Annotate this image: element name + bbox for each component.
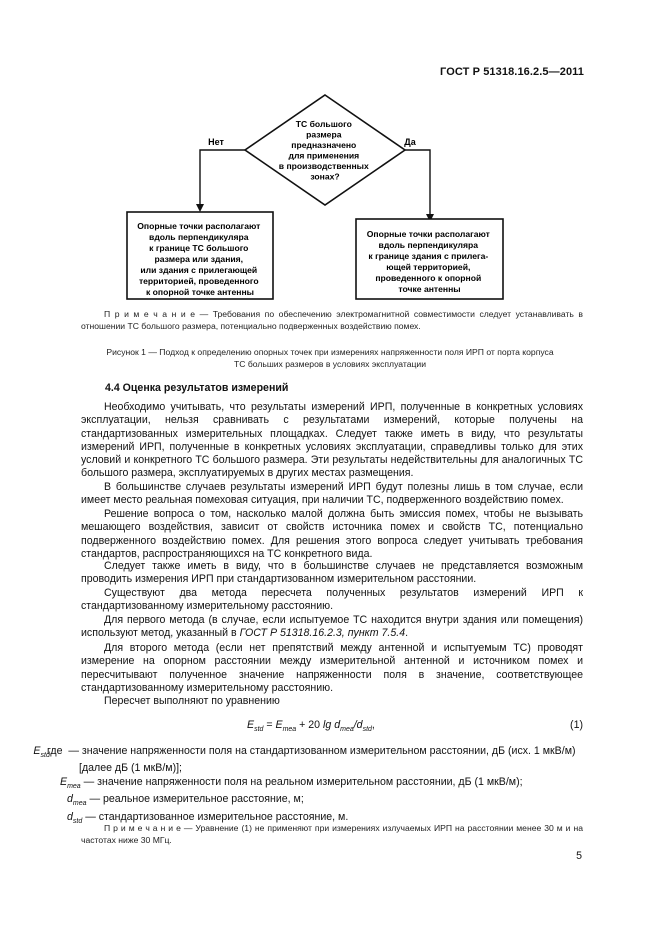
- decision-line: для применения: [288, 150, 360, 161]
- definition-item: [47, 793, 583, 810]
- left-box-line: территорией, проведенного: [138, 276, 259, 286]
- right-box-line: вдоль перпендикуляра: [378, 240, 479, 250]
- no-connector: [200, 150, 245, 207]
- yes-connector: [405, 150, 430, 218]
- definition-text: — значение напряженности поля на реальном измерительном расстоянии, дБ (1 мкВ/м);: [80, 775, 523, 788]
- paragraph: Решение вопроса о том, насколько малой должна быть эмиссия помех, чтобы не вызывать мешающего воздействия, зависит от свойств источника помех и свойств ТС, потенциально подверженного воздействию помех. Для решения этого вопроса следует учитывать требования стандартов, распространяющихся на ТС конкретного вида.: [81, 508, 583, 560]
- right-box-line: ющей территорией,: [386, 262, 471, 272]
- definition-text: — значение напряженности поля на стандартизованном измерительном расстоянии, дБ (исх. 1 мкВ/м) [далее дБ (1 мкВ/м)];: [65, 745, 576, 775]
- right-box-line: точке антенны: [398, 284, 461, 294]
- document-code: ГОСТ Р 51318.16.2.5—2011: [440, 66, 584, 78]
- right-box-line: к границе здания с прилега-: [368, 251, 489, 261]
- definitions-list: [33, 745, 583, 828]
- left-box-text: [137, 221, 263, 297]
- paragraph: Следует также иметь в виду, что в большинстве случаев не представляется возможным проводить измерения ИРП при стандартизованном измерительном расстоянии.: [81, 560, 583, 586]
- method1-end: .: [405, 627, 409, 640]
- paragraph: Существуют два метода пересчета полученных результатов измерений ИРП к стандартизованному измерительному расстоянию.: [81, 587, 583, 613]
- left-box-line: вдоль перпендикуляра: [149, 232, 249, 242]
- no-label: Нет: [208, 137, 224, 147]
- standard-reference: ГОСТ Р 51318.16.2.3, пункт 7.5.4: [239, 627, 406, 640]
- paragraph: В большинстве случаев результаты измерений ИРП будут полезны лишь в том случае, если имеет место реальная помеховая ситуация, при наличии ТС, подверженного воздействию помех.: [81, 481, 583, 507]
- no-arrowhead: [196, 204, 204, 212]
- symbol: $E_{mea}$: [60, 775, 81, 790]
- figure-caption-line: Рисунок 1 — Подход к определению опорных точек при измерениях напряженности поля ИРП от порта корпуса: [106, 347, 554, 357]
- left-box-line: размера или здания,: [154, 254, 244, 264]
- decision-line: предназначено: [291, 140, 357, 150]
- yes-label: Да: [404, 137, 416, 147]
- method1-text: Для первого метода (в случае, если испытуемое ТС находится внутри здания или помещения) используют метод, указанный в: [81, 614, 583, 640]
- definition-text: — стандартизованное измерительное расстояние, м.: [82, 810, 349, 823]
- definition-item: где $E_{std}$ — значение напряженности поля на стандартизованном измерительном расстоянии, дБ (исх. 1 мкВ/м) [далее дБ (1 мкВ/м)];: [33, 745, 576, 775]
- right-box-line: проведенного к опорной: [375, 273, 482, 283]
- where-label: где: [47, 745, 63, 757]
- left-box-line: к опорной точке антенны: [145, 287, 255, 297]
- paragraph: Необходимо учитывать, что результаты измерений ИРП, полученные в конкретных условиях эксплуатации, нельзя сравнивать с результатами измерений, которые получены на стандартизованных измерительных площадках. Следует также иметь в виду, что результаты измерений ИРП, полученные в конкретных условиях эксплуатации, справедливы только для этих условий и конкретного ТС большого размера. Эти результаты недействительны для аналогичных ТС большого размера, эксплуатируемых в других местах размещения.: [81, 401, 583, 480]
- paragraph-method-2: Для второго метода (если нет препятствий между антенной и испытуемым ТС) проводят измерение на опорном расстоянии между измерительной антенной и источником помех и пересчитывают полученное значение напряженности поля в значение, соответствующее стандартизованному измерительному расстоянию.: [81, 642, 583, 694]
- definition-text: — реальное измерительное расстояние, м;: [86, 793, 304, 806]
- decision-line: ТС большого: [295, 119, 352, 129]
- decision-line: в производственных: [278, 161, 369, 171]
- figure-note: П р и м е ч а н и е — Требования по обеспечению электромагнитной совместимости следует устанавливать в отношении ТС большого размера, потенциально подверженных воздействию помех.: [81, 309, 583, 331]
- decision-line: размера: [306, 129, 342, 140]
- section-title: 4.4 Оценка результатов измерений: [105, 382, 289, 394]
- flowchart: [0, 0, 661, 310]
- equation-note: П р и м е ч а н и е — Уравнение (1) не применяют при измерениях излучаемых ИРП на расстоянии менее 30 м и на частотах ниже 30 МГц.: [81, 823, 583, 845]
- equation-expression: $E_{std} = E_{mea} + 20$ $\lg d_{mea}/d_{std}$,: [247, 719, 375, 734]
- equation-number: (1): [570, 719, 583, 731]
- decision-line: зонах?: [310, 171, 340, 182]
- left-box-line: к границе ТС большого: [149, 243, 249, 253]
- figure-caption-line: ТС больших размеров в условиях эксплуатации: [233, 359, 426, 369]
- page-number: 5: [576, 850, 582, 862]
- definition-item: [47, 776, 583, 793]
- left-box-line: или здания с прилегающей: [140, 265, 258, 275]
- symbol: $d_{mea}$: [67, 793, 87, 808]
- paragraph-method-1: [81, 614, 583, 641]
- figure-caption: [40, 346, 620, 370]
- formula-intro: Пересчет выполняют по уравнению: [104, 695, 280, 707]
- left-box-line: Опорные точки располагают: [137, 221, 261, 231]
- right-box-line: Опорные точки располагают: [366, 229, 490, 239]
- symbol: $d_{std}$: [67, 810, 83, 825]
